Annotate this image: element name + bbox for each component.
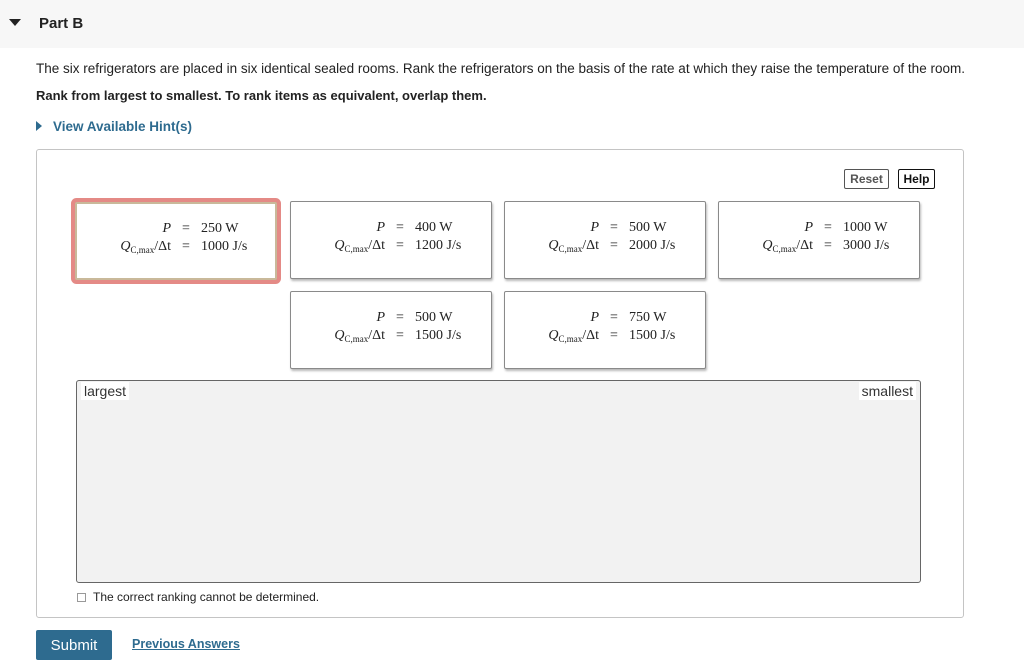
ranking-instruction: Rank from largest to smallest. To rank items as equivalent, overlap them.	[36, 88, 487, 103]
rate-value: 3000 J/s	[843, 238, 890, 253]
refrigerator-card-6[interactable]: P = 750 W $Q_{C,max}/\Delta t$ = 1500 J/s	[504, 291, 706, 369]
help-button[interactable]: Help	[898, 169, 935, 189]
largest-label: largest	[81, 382, 129, 400]
submit-button[interactable]: Submit	[36, 630, 112, 660]
refrigerator-card-2[interactable]: P = 400 W $Q_{C,max}/\Delta t$ = 1200 J/s	[290, 201, 492, 279]
cannot-determine-label[interactable]: The correct ranking cannot be determined.	[93, 590, 320, 604]
refrigerator-card-4[interactable]: P = 1000 W $Q_{C,max}/\Delta t$ = 3000 J/s	[718, 201, 920, 279]
rate-value: 1000 J/s	[201, 239, 248, 254]
previous-answers-link[interactable]: Previous Answers	[132, 637, 240, 651]
power-value: 1000 W	[843, 220, 888, 235]
refrigerator-card-3[interactable]: P = 500 W $Q_{C,max}/\Delta t$ = 2000 J/s	[504, 201, 706, 279]
rate-value: 1200 J/s	[415, 238, 462, 253]
rate-value: 1500 J/s	[629, 328, 676, 343]
cannot-determine-checkbox[interactable]	[77, 593, 86, 602]
rate-value: 2000 J/s	[629, 238, 676, 253]
ranking-drop-zone[interactable]	[76, 380, 921, 583]
question-prompt: The six refrigerators are placed in six identical sealed rooms. Rank the refrigerators on the basis of the rate at which they raise the temperature of the room.	[36, 61, 965, 76]
part-title: Part B	[39, 15, 84, 32]
refrigerator-card-1[interactable]: P = 250 W $Q_{C,max}/\Delta t$ = 1000 J/s	[75, 202, 277, 280]
part-header[interactable]	[0, 0, 1024, 48]
collapse-triangle-icon[interactable]	[9, 19, 21, 26]
reset-button[interactable]: Reset	[844, 169, 889, 189]
rate-value: 1500 J/s	[415, 328, 462, 343]
power-value: 500 W	[629, 220, 667, 235]
power-value: 400 W	[415, 220, 453, 235]
view-hints-link[interactable]: View Available Hint(s)	[53, 119, 193, 134]
power-value: 500 W	[415, 310, 453, 325]
smallest-label: smallest	[859, 382, 916, 400]
power-value: 250 W	[201, 221, 239, 236]
refrigerator-card-5[interactable]: P = 500 W $Q_{C,max}/\Delta t$ = 1500 J/s	[290, 291, 492, 369]
hint-expand-icon[interactable]	[36, 121, 42, 131]
power-value: 750 W	[629, 310, 667, 325]
